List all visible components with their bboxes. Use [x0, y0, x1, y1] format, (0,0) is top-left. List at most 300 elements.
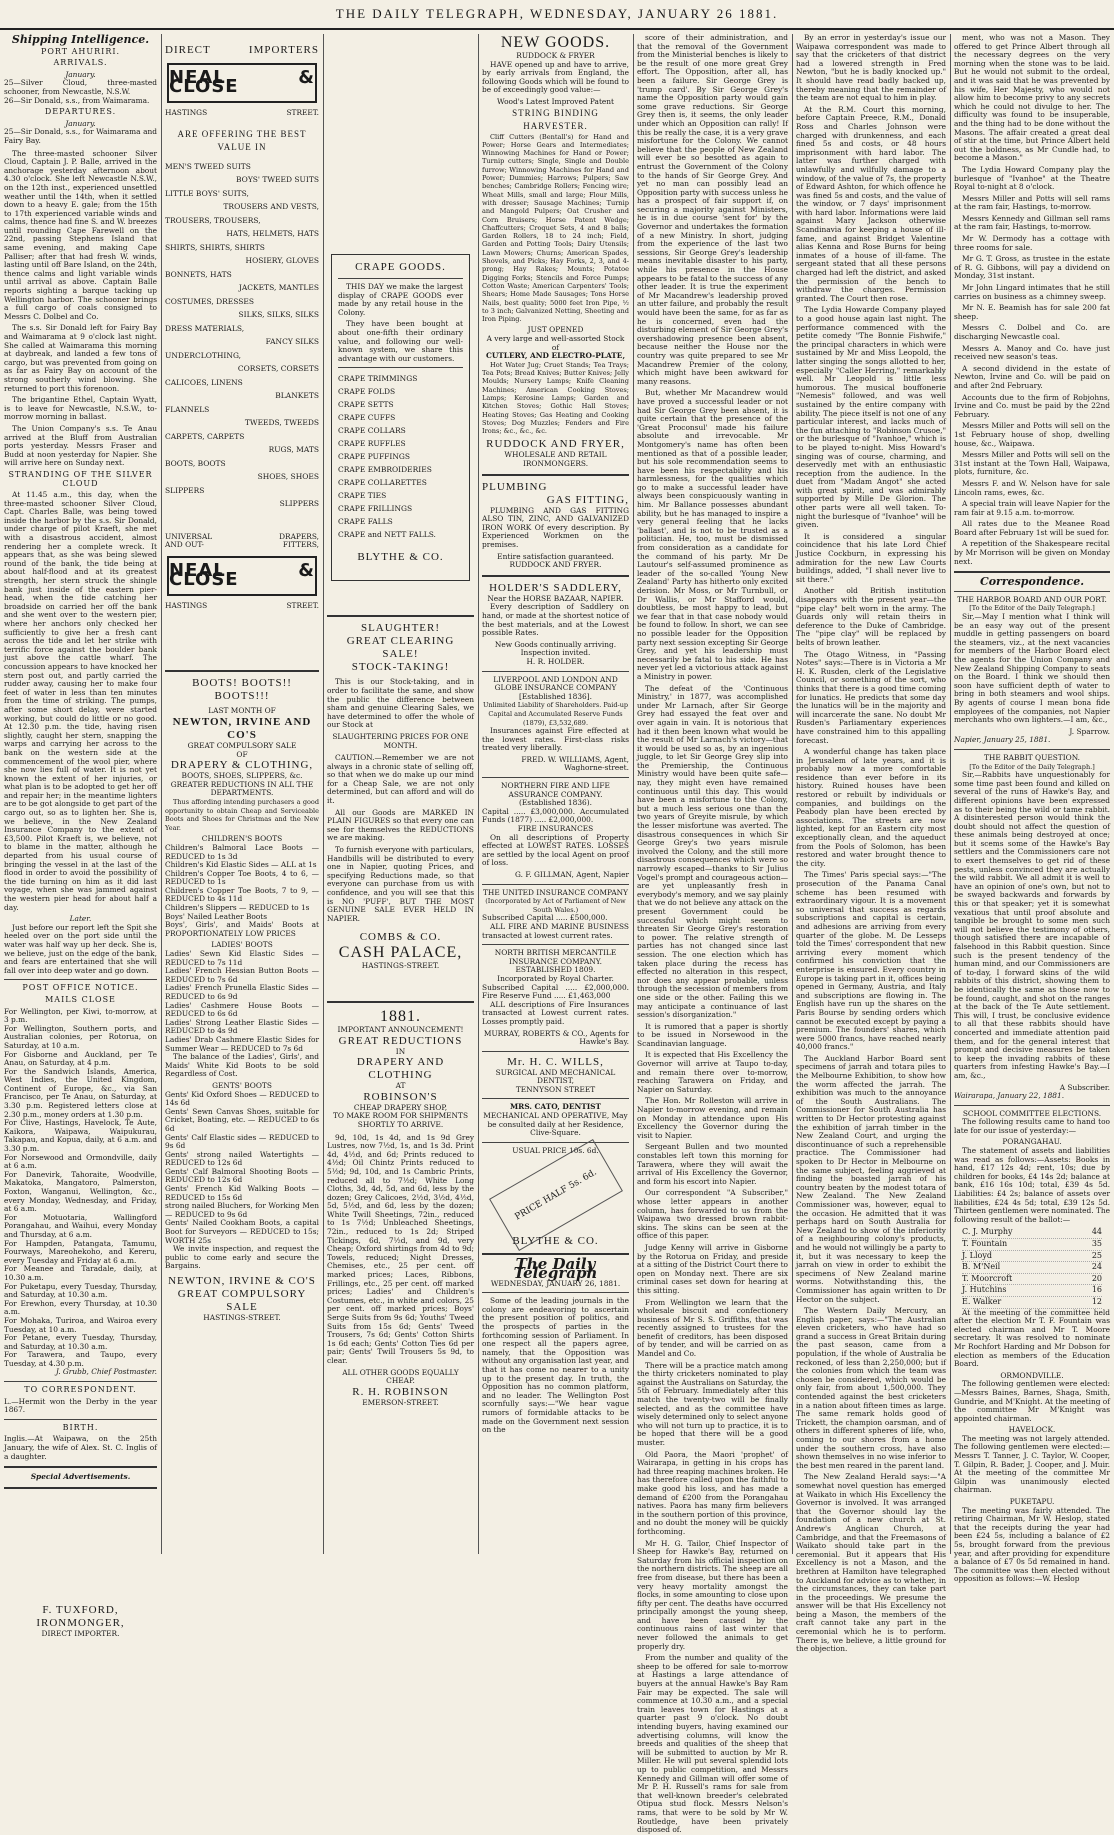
column-ruddock [478, 34, 633, 1554]
slaughter-prices: SLAUGHTERING PRICES FOR ONE MONTH. [332, 731, 469, 750]
tuxford-name: F. TUXFORD, [42, 1603, 119, 1616]
incorporated: (Incorporated by Act of Parliament of New South Wales.) [485, 897, 626, 914]
mail-line: For Norsewood and Ormondville, daily at 6 a.m. [4, 1152, 157, 1171]
poll-row [962, 1239, 1102, 1251]
mail-line: For the Sandwich Islands, America, West Indies, the United Kingdom, Continent of Europe, &c., via San Francisco, per Te Anau, on Saturday, at 3.30 p.m. Registered letters close at 2.30 p.m., money orders at 1.30 p.m. [4, 1066, 157, 1119]
crape-item: CRAPE SETTS [338, 400, 394, 410]
news-paragraph: Mr N. E. Beamish has for sale 200 fat sheep. [954, 303, 1110, 321]
wood-lathes: Wood's Latest Improved Patent [496, 96, 615, 106]
robinson-text: 9d, 10d, 1s 4d, and 1s 9d Grey Lustres, now 7½d, 1s, and 1s 3d. Print 4d, 4½d, and 6d; Prints reduced to 4½d; Oil Chintz Prints reduced to 5½d; 9d, 10d, and 1s Cambric Prints, reduced all to 7½d; White Long Cloths, 3d, 4d, 5d, and 6d, less by the dozen; Grey Calicoes, 2½d, 3½d, 4½d, 5d, 5½d, and 6d, less by the dozen; White Twill Sheetings, 72in., reduced to 1s 7½d; Unbleached Sheetings, 72in., reduced to 1s 2d; Striped Tickings, 6d, 7½d, and 9d, very Cheap; Oxford shirtings from 4d to 9d; Towels, reduced; Night Dresses, Chemises, etc., 25 per cent. off marked prices; Laces, Ribbons, Frillings, etc., 25 per cent. off marked prices; Ladies' and Children's Costumes, etc., in white and colors, 25 per cent. off marked prices; Boys' Serge Suits from 9s 6d; Youths' Tweed Suits from 15s 6d; Gents' Tweed Trousers, 7s 6d; Gents' Cotton Shirts 1s 6d each; Gents' Cotton Ties 6d per pair; Gents' Twill Trousers 5s 9d, to clear. [327, 1132, 474, 1365]
departures-month: January. [65, 118, 96, 128]
poll-name: C. J. Murphy [962, 1227, 1013, 1237]
cheap-drapery: CHEAP DRAPERY SHOP, [353, 1102, 448, 1112]
item-line: BLANKETS [275, 391, 319, 401]
slaughter-heading: SLAUGHTER! [360, 622, 441, 635]
price-line: Gents' French Kid Walking Boots — REDUCED to 15s 6d [165, 1184, 319, 1202]
neal-close-logo: NEAL & CLOSE [167, 63, 317, 103]
news-paragraph: At the R.M. Court this morning, before Captain Preece, R.M., Donald Ross and Charles Johnson were charged with drunkenness, and each fined 5s and costs, or 48 hours imprisonment with hard labor. The latter was further charged with unlawfully and wilfully damage to a window, of the value of 7s, the property of Edward Ashton, for which offence he was fined 5s and costs, and the value of the window, or 7 days' imprisonment with hard labor. Informations were laid against Mary Jackson otherwise Scandinavia for keeping a house of ill-fame, and against Bridget Valentine alias Kenna and Rose Burns for being inmates of a house of ill-fame. The sergeant stated that all these persons charged had left the district, and asked the permission of the bench to withdraw the charges. Permission granted. The Court then rose. [796, 104, 946, 303]
correspondent-heading: TO CORRESPONDENT. [24, 1385, 137, 1395]
hastings-label: HASTINGS [165, 600, 208, 610]
gas-fitting-heading: GAS FITTING, [546, 493, 629, 506]
blythe-2: BLYTHE & CO. [512, 1235, 599, 1248]
item-line: SLIPPERS [165, 485, 205, 495]
crape-item: CRAPE EMBROIDERIES [338, 465, 432, 475]
news-paragraph: The New Zealand Herald says:—"A somewhat novel question has emerged at Waikato in which His Excellency the Governor is involved. It was arranged that the Governor should lay the foundation of a new church at St. Andrew's Anglican Church, at Cambridge, and that the Freemasons of Waikato should take part in the ceremonial. But it appears that His Excellency is not a Mason, and the brethren at Hamilton have telegraphed to Auckland for advice as to whether, in the circumstances, they can take part in the proceedings. We presume the answer will be that His Excellency not being a Mason, the members of the craft cannot take any part in the ceremonial which he is to perform. There is, we believe, a little ground for the objection. [796, 1472, 946, 1654]
compulsory: GREAT COMPULSORY SALE [187, 740, 297, 750]
news-paragraph: Messrs C. Dolbel and Co. are discharging Newcastle coal. [954, 323, 1110, 341]
shipping-heading: Shipping Intelligence. [11, 33, 150, 46]
established-1836: [Established 1836]. [519, 691, 592, 701]
later-heading: Later. [69, 914, 92, 924]
fitters-label: FITTERS, [282, 540, 319, 550]
handbills-text: To furnish everyone with particulars, Handbills will be distributed to every one in Napier, quoting Prices, and specifying Reductions made, so that everyone can purchase from us with confidence, and you will see that this is NO 'PUFF', BUT THE MOST GENUINE SALE EVER HELD IN NAPIER. [327, 845, 474, 923]
street-label: STREET. [286, 600, 319, 610]
cato-text: MECHANICAL AND OPERATIVE, May be consulted daily at her Residence, Clive-Square. [483, 1111, 628, 1138]
mail-line: For Gisborne and Auckland, per Te Anau, on Saturday, at 4 p.m. [4, 1049, 157, 1068]
news-paragraph: Sergeant Bullen and two mounted constables left town this morning for Tarawera, where they will await the arrival of His Excellency the Governor, and form his escort into Napier. [637, 1142, 788, 1186]
poll-votes: 24 [1091, 1262, 1102, 1272]
price-line: Boys' Nailed Leather Boots [165, 911, 268, 921]
importers-label: IMPORTERS [248, 44, 319, 56]
news-paragraph: ment, who was not a Mason. They offered to get Prince Albert through all the necessary degrees on the very morning when the stone was to be laid. But he would not submit to the ordeal, and it was said that he was prevented by his wife, Her Majesty, who would not allow him to become privy to any secrets which he could not divulge to her. The difficulty was found to be insuperable, and the thing had to be done without the Masons. The affair created a great deal of stir at the time, but Prince Albert held out the boldness, as Mr Cundle had, to become a Mason." [954, 33, 1110, 163]
mail-line: For Clive, Hastings, Havelock, Te Aute, Kaikora, Waipawa, Waipukurau, Takapau, and Kopua, daily, at 6 a.m. and 3.30 p.m. [4, 1118, 157, 1154]
satisfaction: Entire satisfaction guaranteed. [497, 551, 614, 561]
mail-line: For Meanee and Taradale, daily, at 10.30 a.m. [4, 1264, 157, 1282]
porangahau-after: At the meeting of the committee held after the election Mr T. F. Fountain was elected chairman and Mr T. Moore secretary. It was resolved to nominate Mr Rochfort Harding and Mr Dobson for election as members of the Education Board. [954, 1307, 1110, 1369]
news-paragraph: From Wellington we learn that the wholesale biscuit and confectionery business of Mr S. S. Griffiths, that was recently assigned to trustees for the benefit of creditors, has been disposed of by tender, and will be carried on as Mandel and Co. [637, 1297, 788, 1359]
reductions: GREATER REDUCTIONS IN ALL THE DEPARTMENTS. [170, 779, 314, 798]
column-editorial [633, 33, 792, 1835]
item-line: FLANNELS [165, 404, 210, 414]
rabbit-heading: THE RABBIT QUESTION. [983, 752, 1081, 762]
great-reductions: GREAT REDUCTIONS [338, 1034, 463, 1047]
ormondville-text: The following gentlemen were elected:—Messrs Baines, Barnes, Shaga, Smith, Gundrie, and M'Knight. At the meeting of the committee Mr M'Knight was appointed chairman. [954, 1379, 1110, 1423]
mail-line: For Petane, every Tuesday, Thursday, and Saturday, at 10.30 a.m. [4, 1333, 157, 1351]
news-paragraph: Messrs Miller and Potts will sell rams at the ram fair, Hastings, to-morrow. [954, 193, 1110, 212]
tennyson: TENNYSON STREET [515, 1084, 596, 1094]
price-line: Ladies' Cashmere House Boots — REDUCED to 6s 6d [165, 1000, 319, 1019]
shipping-paragraph: The s.s. Sir Donald left for Fairy Bay and Waimarama at 9 o'clock last night. She called at Waimarama this morning at daybreak, and landed a few tons of cargo, but was prevented from going on as far as Fairy Bay on account of the strong southerly wind blowing. She returned to port this forenoon. [4, 323, 157, 393]
item-line: CORSETS, CORSETS [237, 364, 319, 374]
news-paragraph: Our correspondent "A Subscriber," whose letter appears in another column, has forwarded to us from the Waipawa two dressed brown rabbit-skins. The skins can be seen at the office of this paper. [637, 1188, 788, 1241]
street-label: STREET. [286, 108, 319, 117]
telegraph-date: WEDNESDAY, JANUARY 26, 1881. [490, 1278, 621, 1288]
ladies-boots: LADIES' BOOTS [211, 940, 273, 950]
stranding-text: At 11.45 a.m., this day, when the three-masted schooner Silver Cloud, Capt. Charles Balle, was being towed inside the harbor by the s.s. Sir Donald, under charge of pilot Kraeft, she met with a disastrous accident, almost rendering her a complete wreck. It appears that, as she was being slewed round of the bank, the tide being at about half-flood and at its greatest strength, her stern struck the shingle bank just inside of the eastern pier-head, when the tide catching her broadside on carried her off the bank and she went over to the western pier, where her anchors only checked her sufficiently to give her a fresh cant across the tide and let her strike with terrific force against the boulder bank just above the cattle wharf. The concussion appears to have knocked her stern post out, and partly carried the rudder away, causing her to make four feet of water in less than ten minutes from the time of striking. The pumps, after some short delay, were started working, but could do little or no good. At 12.30 p.m. the tide, having risen slightly, caught her stern, snapping the warps and carrying her across to the bank on the western side at the commencement of the wool pier, where she now lies full of water. It is not yet known the extent of her injuries, or what plan is to be adopted to get her off and repair her; in the meantime lighters are to be got alongside to get part of the cargo out, so as to lighten her. She is, we believe, in the New Zealand Insurance Company to the extent of £3,500. Pilot Kraeft is, we believe, not to blame in the matter, although he departed from his usual course of bringing the vessel in at the last of the flood in order to avoid the possibility of the tide turning on him as it did last voyage, when she was jammed against the western pier head for about half a day. [4, 490, 157, 912]
school-heading: SCHOOL COMMITTEE ELECTIONS. [962, 1108, 1102, 1118]
poll-name: E. Walker [962, 1296, 1002, 1306]
later-text: Just before our report left the Spit she heeled over on the port side until the water was half way up her deck. She is, we believe, just on the edge of the bank, and fears are entertained that she will fall over into deep water and go down. [4, 922, 157, 975]
news-paragraph: The Auckland Harbor Board sent specimens of jarrah and totara piles to the Melbourne Exhibition, to show how the worm affected the jarrah. The exhibition was much to the annoyance of the South Australians. The Commissioner for South Australia has written to Dr Hector protesting against the exhibition of jarrah timber in the New Zealand Court, and urging the discontinuance of such a reprehensible practice. The Commissioner had spoken to Dr Hector in Melbourne on the same subject, feeling aggrieved at finding the boasted jarrah of his country beaten by the modest totara of New Zealand. The New Zealand Commissioner was, however, equal to the occasion. He admitted that it was perhaps hard on South Australia for New Zealand to show of the inferiority of a neighbouring colony's products, and he would not willingly be a party to it, but it was necessary to keep the jarrah on view in order to exhibit the specimens of New Zealand marine worms. Notwithstanding this, the Commissioner has again written to Dr Hector on the subject. [796, 1053, 946, 1304]
crape-item: CRAPE RUFFLES [338, 439, 406, 449]
news-paragraph: Old Paora, the Maori 'prophet' of Wairarapa, in getting in his crops has had three reaping machines broken. He has therefore called upon the faithful to make good his loss, and has made a demand of £200 from the Porangahau natives. Paora has many firm believers in the southern portion of this province, and no doubt the money will be quickly forthcoming. [637, 1449, 788, 1536]
price-line: Children's Balmoral Lace Boots — REDUCED to 1s 3d [165, 842, 319, 861]
telegraph-title: The Daily Telegraph [513, 1255, 598, 1283]
neal-close-logo-2: NEAL & CLOSE [167, 556, 317, 596]
poll-results [954, 1227, 1110, 1308]
mail-line: For Mohaka, Turiroa, and Wairoa every Tuesday, at 10 a.m. [4, 1315, 157, 1334]
fire-marine: ALL FIRE AND MARINE BUSINESS transacted at lowest current rates. [482, 921, 629, 940]
news-paragraph: The Times' Paris special says:—"The prosecution of the Panama Canal scheme has been resumed with extraordinary vigour. It is a movement so universal that success as regards subscriptions and capital is certain, and adhesions are arriving from every quarter of the globe. M. De Lesseps told the Times' correspondent that new arriving every moment which confirmed his conviction that the enterprise is ensured. Every country in Europe is taking part in it, offices being opened in Germany, Austria, and Italy and subscriptions are flowing in. The English have run up the shares on the Paris Bourse by sending orders which cannot be executed except by paying a premium. The founders' shares, which were 5000 francs, have reached nearly 40,000 francs." [796, 870, 946, 1052]
poll-row [962, 1285, 1102, 1297]
price-line: Gents' Calf Elastic sides — REDUCED to 9s 6d [165, 1132, 319, 1151]
news-paragraph: The Lydia Howarde Company played to a good house again last night. The performance commenced with the petite comedy "The Bonnie Fishwife," the principal characters in which were sustained by Mr and Miss Leopold, the latter singing the songs allotted to her, especially "Caller Herring," remarkably well. Mr Leopold is little less humorous. The musical bouffonerie "Nemesis" followed, and was well sustained by the entire company with ability. The piece itself is not one of any particular interest, and lacks much of the fun attaching to "Robinson Crusoe," or the burlesque of "Ivanhoe," which is to be played to-night. Miss Howard's singing was of course, charming, and deservedly met with an enthusiastic reception from the audience. In the duet from "Madam Angot" she acted with great spirit, and was admirably supported by Mille De Glorion. The other parts were all well taken. To-night the burlesque of "Ivanhoe" will be given. [796, 305, 946, 530]
news-paragraph: Messrs A. Manoy and Co. have just received new season's teas. [954, 343, 1110, 362]
clearing-heading: GREAT CLEARING SALE! [346, 635, 455, 661]
harvester-heading: STRING BINDING HARVESTER. [512, 107, 599, 131]
fire-insurances: FIRE INSURANCES [517, 824, 594, 834]
hastings-street-3: HASTINGS-STREET. [361, 961, 440, 971]
cutlery-list: Hot Water Jug; Cruet Stands; Tea Trays; Tea Pots; Bread Knives; Butter Knives; Jelly Moulds; Nursery Lamps; Knife Cleaning Machines; American Cooking Stoves; Lamps; Kerosine Lamps; Garden and Kitchen Stoves; Gothic Hall Stoves; Heating Stoves; Gas Heating and Cooking Stoves; Dog Muzzles; Fenders and Fire Irons; &c., &c., &c. [482, 360, 629, 436]
item-line: HOSIERY, GLOVES [245, 256, 319, 266]
correspondent-text: L.—Hermit won the Derby in the year 1867. [4, 1396, 157, 1415]
fire-text: On all descriptions of Property effected at LOWEST RATES. LOSSES are settled by the local Agent on proof of loss. [482, 832, 629, 868]
puketapu-heading: PUKETAPU. [1009, 1497, 1055, 1507]
established-1809: ESTABLISHED 1809. [515, 965, 596, 975]
birth-heading: BIRTH. [62, 1422, 99, 1432]
news-paragraph: It is expected that His Excellency the Governor will arrive at Taupo to-day, and remain there over to-morrow, reaching Tarawera on Friday, and Napier on Saturday. [637, 1050, 788, 1094]
plumbing-heading: PLUMBING [482, 480, 548, 493]
editorial-text: Some of the leading journals in the colony are endeavoring to ascertain the present position of politics, and the prospects of parties in the forthcoming session of Parliament. In one respect all the papers agree, namely, that the Opposition was without any organisation last year, and that it has come no nearer to a unity up to the present day. In truth, the Opposition has no common platform, and no leader. The Wellington Post scornfully says:—"We hear vague rumors of formidable attacks to be made on the Government next session on the [482, 1296, 629, 1435]
at-label: AT [395, 1081, 406, 1091]
item-line: SHOES, SHOES [257, 472, 319, 482]
column-crape [323, 34, 478, 1554]
poll-votes: 20 [1091, 1273, 1102, 1283]
unlimited-text: Unlimited Liability of Shareholders. Paid-up Capital and Accumulated Reserve Funds (1879), £3,532,689. [482, 701, 629, 727]
arrivals-month: January. [65, 69, 96, 79]
crape-text: They have been bought at about one-fifth their ordinary value, and following our well-known system, we share this advantage with our customers. [338, 319, 463, 363]
news-paragraph: Another old British institution disappears with the present year—the "pipe clay" belt worn in the army. The Guards only will retain theirs in deference to the Duke of Cambridge. The "pipe clay" will be replaced by belts of brown leather. [796, 586, 946, 647]
tuxford-trade: IRONMONGER, [36, 1616, 125, 1629]
to-make-room: TO MAKE ROOM FOR SHIPMENTS SHORTLY TO ARRIVE. [332, 1111, 469, 1129]
outfitters-label: AND OUT- [165, 540, 204, 550]
universal-label: UNIVERSAL [165, 531, 213, 541]
news-paragraph: There will be a practice match among the thirty cricketers nominated to play against the Australians on Saturday, the 5th of February. Immediately after this match the twenty-two will be finally selected, and as the committee have wisely determined only to select anyone who will not turn up to practice, it is to be hoped that there will be a good muster. [637, 1360, 788, 1447]
harbor-text: Sir,—May I mention what I think will be an easy way out of the present muddle in getting passengers on board the steamers, viz., at the next vacancies for members of the Harbor Board elect the agents for the Union Company and New Zealand Shipping Company to seats on the Board. I think we should then soon have sufficient depth of water to bring in both steamers and wool ships. By agents of course I mean bona fide employees of the companies, not Napier merchants who own lighters.—I am, &c., [954, 612, 1110, 725]
mail-line: For Danevirk, Tahoraite, Woodville, Makatoka, Mangatoro, Palmerston, Foxton, Wanganui, Wellington, &c., every Monday, Wednesday, and Friday, at 6 a.m. [4, 1169, 157, 1214]
tuxford-sub: DIRECT IMPORTER. [41, 1628, 120, 1638]
item-line: CARPETS, CARPETS [165, 431, 245, 441]
news-paragraph: Messrs Miller and Potts will sell on the 1st February house of shop, dwelling house, &c., Waipawa. [954, 421, 1110, 448]
harbor-date: Napier, January 25, 1881. [954, 735, 1051, 745]
crape-item: CRAPE TRIMMINGS [338, 374, 418, 384]
news-paragraph: Messrs Miller and Potts will sell on the 31st instant at the Town Hall, Waipawa, plots, furniture, &c. [954, 450, 1110, 477]
reductions-text: Thus affording intending purchasers a good opportunity to obtain Cheap and Serviceable Boots and Shoes for Christmas and the New Year. [165, 797, 319, 832]
porangahau-text: The statement of assets and liabilities was read as follows:—Assets: Books in hand, £17 12s 4d; rent, 10s; due by children for books, £4 14s 2d; balance at bank, £16 16s 10d; total, £39 4s 5d. Liabilities: £4 2s; balance of assets over liabilities, £24 4s 5d; total, £39 12s 5d. Thirteen gentlemen were nominated. The following result of the ballot:— [954, 1146, 1111, 1224]
column-shipping [0, 33, 161, 1638]
item-line: SILKS, SILKS, SILKS [238, 310, 319, 320]
goods-list: Cliff Cutters (Bentall's) for Hand and Power; Horse Gears and Intermediates; Winnowing Machines for Hand or Power; Turnip cutters; Single, Single and Double furrow; Winnowing Machines for Hand and Power; Dummies; Harrows; Pulpers; Saw benches; Cambridge Rollers; Fencing wire; Wheat Mills, small and large; Flour Mills, with dresser; Sausage Machines; Turnip and Mangold Pulpers; Oat Crusher and Corn Bruisers; Horse Patent Wedge; Chaffcutters; Croquet Sets, 4 and 8 balls; Garden Rollers, 18 to 24 inch; Field, Garden and Potting Tools; Dairy Utensils; Lawn Mowers; Churns; American Spades, Shovels, and Picks; Hay Forks, 2, 3, and 4-prong; Hay Rakes; Mounts; Potatoe Digging Forks; Stencils and Force Pumps; Cotton Waste; American Carpenters' Tools; Shears; Home Made Sausages; Tons Horse Nails, best quality; 5000 feet Iron Pipe, ½ to 3 inch; Galvanized Netting, Sheeting and Iron Piping. [482, 132, 629, 324]
insurance-text: Insurances against Fire effected at the lowest rates. First-class risks treated very liberally. [482, 726, 629, 753]
harbor-heading: THE HARBOR BOARD AND OUR PORT. [957, 594, 1107, 604]
wills-trade: SURGICAL AND MECHANICAL DENTIST, [495, 1067, 616, 1086]
combs-label: COMBS & CO. [359, 931, 442, 944]
cato-heading: MRS. CATO, DENTIST [510, 1102, 601, 1112]
news-paragraph: Mr John Lingard intimates that he still carries on business as a chimney sweep. [954, 283, 1110, 301]
poll-name: B. M'Neil [962, 1262, 1001, 1272]
shipping-paragraph: The three-masted schooner Silver Cloud, Captain J. P. Balle, arrived in the anchorage yesterday afternoon about 4.30 o'clock. She left Newcastle N.S.W., on the 12th inst., experienced unsettled weather until the 14th, when it settled down to a heavy E. gale; from the 15th to 17th experienced variable winds and calms, thence had fine S. and W. breezes until rounding Cape Farewell on the 22nd, passing Stephens Island that same evening, and making Cape Palliser; after that had fresh W. winds, lasting until off Bare Island, on the 24th, thence calms and light variable winds until arrival as above. Captain Balle reports sighting a barque tacking up Wellington harbor. The schooner brings a full cargo of coals consigned to Messrs C. Dolbel and Co. [4, 148, 157, 321]
poll-name: J. Lloyd [962, 1250, 992, 1260]
blythe-label: BLYTHE & CO. [357, 551, 444, 564]
ruddock-2: RUDDOCK AND FRYER, [486, 438, 625, 451]
item-line: BONNETS, HATS [165, 269, 232, 279]
news-paragraph: It is considered a singular coincidence that his late Lord Chief Justice Cockburn, in expressing his admiration for the new Law Courts buildings, added, "I shall never live to sit there." [796, 531, 946, 584]
nb-text: ALL descriptions of Fire Insurances transacted at Lowest current rates. Losses promptly paid. [482, 999, 629, 1026]
crape-item: CRAPE and NETT FALLS. [338, 530, 436, 540]
porangahau-heading: PORANGAHAU. [1002, 1137, 1062, 1147]
school-text: The following results came to hand too late for our issue of yesterday:— [954, 1117, 1110, 1135]
northern-heading: NORTHERN FIRE AND LIFE ASSURANCE COMPANY. [501, 781, 610, 799]
news-paragraph: The Western Daily Mercury, an English paper, says:—"The Australian eleven cricketers, who have had so grand a success in Great Britain during the past season, came from a population, if the whole of Australia be reckoned, of less than 2,250,000; but if the colonies from which the team was chosen be considered, which would be only fair, from about 1,500,000. They contended against the best cricketers in a nation about fifteen times as large. The same remark holds good of Trickett, the champion oarsman, and of others in different spheres of life, who, coming to our shores from a home under the southern cross, have also shown themselves in no wise inferior to the best men reared in the parent land. [796, 1306, 946, 1470]
item-line: JACKETS, MANTLES [238, 283, 319, 293]
poll-votes: 35 [1091, 1239, 1102, 1248]
news-paragraph: Accounts due to the firm of Robjohns, Irvine and Co. must be paid by the 22nd February. [954, 392, 1110, 419]
news-paragraph: Judge Kenny will arrive in Gisborne by the Rotorua on Friday, and preside at a sitting of the District Court there to open on Monday next. There are six criminal cases set down for hearing at this sitting. [637, 1242, 788, 1295]
news-paragraph: By an error in yesterday's issue our Waipawa correspondent was made to say that the cricketers of that district had a lowered strength in Fred Newton, "but he is badly knocked up." It should have read badly backed up, thereby meaning that the remainder of the team are not equal to him in play. [796, 33, 946, 103]
price-line: Gents' Nailed Cookham Boots, a capital Boot for Surveyors — REDUCED to 15s; WORTH 25s [165, 1218, 319, 1245]
royal-charter: Incorporated by Royal Charter. [497, 973, 614, 983]
price-line: Ladies' French Prunella Elastic Sides — REDUCED to 6s 9d [165, 983, 319, 1001]
poll-row [962, 1297, 1102, 1309]
news-paragraph: A wonderful change has taken place in Jerusalem of late years, and it is probably now a more comfortable residence than ever before in its history. Ruined houses have been restored or rebuilt by individuals or companies, and buildings on the Peabody plan have been erected by associations. The streets are now lighted, kept for an Eastern city most exceptionally clean, and the aqueduct from the Pools of Solomon, has been restored and water brought thence to the city. [796, 747, 946, 868]
price-line: Ladies' Strong Leather Elastic Sides — REDUCED to 4s 9d [165, 1017, 319, 1036]
price-line: Children's Copper Toe Boots, 4 to 6, — REDUCED to 1s [165, 868, 319, 887]
masthead [0, 0, 1114, 30]
mails-close-heading: MAILS CLOSE [45, 994, 116, 1004]
fred-williams: FRED. W. WILLIAMS, Agent, Waghorne-street. [521, 754, 629, 773]
news-paragraph: It is rumored that a paper is shortly to be issued in Norsewood in the Scandinavian language. [637, 1021, 788, 1048]
poll-row [962, 1251, 1102, 1263]
marked-text: All our Goods are MARKED IN PLAIN FIGURES so that every one can see for themselves the REDUCTIONS we are making. [327, 807, 474, 843]
news-paragraph: A repetition of the Shakespeare recital by Mr Morrison will be given on Monday next. [954, 539, 1110, 566]
news-paragraph: The Otago Witness, in "Passing Notes" says:—There is in Victoria a Mr H. K. Rusden, clerk of the Legislative Council, or something of the sort, who thinks that there is a good time coming for lunatics. He predicts that some day the lunatics will be in the majority and will incarcerate the sane. No doubt Mr Rusden's Parliamentary experiences have constrained him to this appalling forecast. [796, 649, 946, 745]
price-line: Gents' Sewn Canvas Shoes, suitable for Cricket, Boating, etc. — REDUCED to 6s 6d [165, 1106, 319, 1133]
offering-heading: ARE OFFERING THE BEST VALUE IN [177, 128, 307, 152]
children-boots: CHILDREN'S BOOTS [201, 834, 283, 844]
port-heading: PORT AHURIRI. [40, 46, 121, 56]
slaughter-text: This is our Stock-taking, and in order to facilitate the same, and show the public the difference between sham and genuine Clearing Sales, we have determined to offer the whole of our Stock at [327, 677, 474, 730]
price-stamp: PRICE HALF 5s. 6d. [489, 1139, 623, 1251]
poll-name: T. Moorcroft [962, 1273, 1013, 1283]
correspondence-heading: Correspondence. [979, 575, 1085, 589]
news-paragraph: Mr W. Dermody has a cottage with three rooms for sale. [954, 234, 1110, 252]
poll-votes: 25 [1091, 1250, 1102, 1260]
item-line: TROUSERS, TROUSERS, [165, 215, 261, 225]
shipping-paragraph: The brigantine Ethel, Captain Wyatt, is to leave for Newcastle, N.S.W., to-morrow morning in ballast. [4, 395, 157, 422]
cutlery-intro: A very large and well-assorted Stock of [486, 333, 625, 352]
ruddock-intro: HAVE opened up and have to arrive, by early arrivals from England, the following Goods which will be found to be of exceedingly good value:— [482, 59, 629, 95]
news-paragraph: A second dividend in the estate of Newton, Irvine and Co. will be paid on and after 2nd February. [954, 363, 1110, 390]
post-office-heading: POST OFFICE NOTICE. [22, 983, 139, 993]
rabbit-signature: A Subscriber. [1059, 1082, 1110, 1092]
price-line: Ladies' Drab Cashmere Elastic Sides for Summer Wear — REDUCED to 7s 6d [165, 1034, 319, 1053]
price-line: Boys', Girls', and Maids' Boots at PROPORTIONATELY LOW PRICES [165, 920, 319, 938]
news-paragraph: Mr G. T. Gross, as trustee in the estate of R. G. Gibbons, will pay a dividend on Monday, 31st instant. [954, 254, 1110, 281]
puketapu-text: The meeting was fairly attended. The retiring Chairman, Mr W. Heslop, stated that the receipts during the year had been £24 5s, including a balance of £2 5s, brought forward from the previous year, and after providing for expenditure a balance of £7 0s 5d remained in hand. The committee was then elected without opposition as follows:—W. Heslop [954, 1505, 1110, 1584]
news-paragraph: The Lydia Howard Company play the burlesque of "Ivanhoe" at the Theatre Royal to-night at 8 o'clock. [954, 164, 1110, 192]
just-opened: JUST OPENED [527, 325, 584, 335]
newton-sale: NEWTON, IRVINE AND CO'S [172, 715, 312, 741]
mail-line: For Tarawera, and Taupo, every Tuesday, at 4.30 p.m. [4, 1350, 157, 1368]
boots-shoes: BOOTS, SHOES, SLIPPERS, &c. [181, 771, 303, 781]
news-paragraph: From the number and quality of the sheep to be offered for sale to-morrow at Hastings a large attendance of buyers at the annual Hawke's Bay Ram Fair may be expected. The sale will commence at 10.30 a.m., and a special train leaves town for Hastings at a quarter past 9 o'clock. No doubt intending buyers, having examined our advertising columns, will know the breeds and qualities of the sheep that will be submitted to auction by Mr R. Miller. He will put several splendid lots up to public competition, and Messrs Kennedy and Gillman will offer some of Mr P. H. Russell's rams for sale from that well-known breeder's celebrated Otipua stud flock. Messrs Nelson's rams, that were to be sold by Mr W. Routledge, have been privately disposed of. [637, 1653, 788, 1835]
caution-text: CAUTION.—Remember we are not always in a chronic state of selling off, so that when we do make up our mind for a Cheap Sale, we are not only determined, but can afford and will do it. [327, 753, 474, 806]
poll-votes: 16 [1091, 1285, 1102, 1295]
price-line: Gents' Kid Oxford Shoes — REDUCED to 14s 6d [165, 1089, 319, 1108]
item-line: UNDERCLOTHING, [165, 350, 242, 360]
year-heading: 1881. [380, 1007, 421, 1025]
price-line: Gents' strong nailed Watertights — REDUCED to 12s 6d [165, 1149, 319, 1168]
wholesale-label: WHOLESALE AND RETAIL [504, 450, 607, 460]
hastings-label: HASTINGS [165, 108, 208, 117]
holder-name: H. R. HOLDER. [526, 656, 585, 666]
rabbit-date: Wairarapa, January 22, 1881. [954, 1091, 1065, 1101]
drapery-heading: DRAPERY & CLOTHING, [170, 759, 314, 772]
invite-text: We invite inspection, and request the public to come early and secure the Bargains. [165, 1244, 319, 1271]
poll-row [962, 1262, 1102, 1274]
item-line: SHIRTS, SHIRTS, SHIRTS [165, 242, 265, 252]
rabbit-address: [To the Editor of the Daily Telegraph.] [969, 762, 1095, 771]
price-line: Children's Kid Elastic Sides — ALL at 1s [165, 860, 317, 870]
robinson-heading: ROBINSON'S [363, 1090, 438, 1103]
crape-item: CRAPE CUFFS [338, 413, 396, 423]
in-label: IN [395, 1046, 406, 1056]
drapery-clothing: DRAPERY AND CLOTHING [356, 1056, 445, 1082]
stocktaking-heading: STOCK-TAKING! [351, 661, 450, 674]
news-paragraph: Messrs F. and W. Nelson have for sale Lincoln rams, ewes, &c. [954, 478, 1110, 497]
gillman: G. F. GILLMAN, Agent, Napier [515, 870, 629, 879]
stranding-heading: STRANDING OF THE SILVER CLOUD [8, 469, 153, 488]
subscribed: Subscribed Capital ..... £500,000. [482, 913, 608, 923]
departures-heading: DEPARTURES. [44, 107, 117, 117]
new-goods-heading: NEW GOODS. [500, 34, 611, 51]
murray: MURRAY, ROBERTS & CO., Agents for Hawke's Bay. [483, 1028, 629, 1047]
item-line: HATS, HELMETS, HATS [226, 229, 319, 239]
poll-votes: 12 [1091, 1296, 1102, 1306]
column-correspondence [950, 33, 1114, 1584]
news-paragraph: All rates due to the Meanee Road Board after February 1st will be sued for. [954, 519, 1110, 537]
newton-bottom: NEWTON, IRVINE & CO'S [168, 1275, 316, 1287]
editorial-paragraph: The defeat of the 'Continuous Ministry,' in 1877, was accomplished under Mr Larnach, after Sir George Grey had essayed the feat over and over again in vain. It is notorious that had it then been known what would be the result of Mr Larnach's victory—that it would be used so as, by an ingenious juggle, to let Sir George Grey slip into the Premiership, the Continuous Ministry would have been quite safe—nay, they might even have remained continuous until this day. This would have been a misfortune to the Colony, but a much less serious one than the two years of Greyite misrule, by which the lesser misfortune was averted. The disastrous consequences in which Sir George Grey's two years misrule involved the Colony, and the still more disastrous consequences which were so narrowly escaped—thanks to Sir Julius Vogel's prompt and courageous action—are yet unpleasantly fresh in everybody's memory, and we say plainly that we do not believe any attack on the present Government could be successful which might seem to threaten Sir George Grey's restoration to power. The relative strength of parties has not changed since last session. The one election which has taken place during the recess has effected no alteration in this respect, nor does any appear probable, unless through the secession of members from one side or the other. Failing this we may anticipate a continuance of last session's disorganization." [637, 683, 788, 1020]
mail-line: For Hampden, Patangata, Tamumu, Fourways, Mareohekoho, and Kereru, every Tuesday and Friday at 6 a.m. [4, 1238, 157, 1265]
arrivals-heading: ARRIVALS. [53, 58, 108, 68]
holder-new: New Goods continually arriving. Inspection invited. [494, 639, 617, 658]
news-paragraph: Mr H. G. Tailor, Chief Inspector of Sheep for Hawke's Bay, returned on Saturday from his official inspection on the northern districts. The sheep are all free from disease, but there has been a very heavy mortality amongst the flocks, in some amounting to close upon fifty per cent. The deaths have occurred principally amongst the young sheep, and have been caused by the continuous rains of last winter that never followed the animals to get properly dry. [637, 1538, 788, 1651]
rh-robinson: R. H. ROBINSON [352, 1385, 449, 1398]
mail-line: For Puketapu, every Tuesday, Thursday, and Saturday, at 10.30 a.m. [4, 1281, 157, 1300]
price-line: Children's Copper Toe Boots, 7 to 9, — REDUCED to 4s 11d [165, 885, 319, 904]
harbor-signature: J. Sparrow. [1069, 726, 1110, 736]
price-line: Children's Slippers — REDUCED to 1s [165, 903, 310, 913]
postmaster-signature: J. Grubb, Chief Postmaster. [55, 1367, 157, 1377]
ormondville-heading: ORMONDVILLE. [1000, 1370, 1064, 1380]
editorial-paragraph: score of their administration, and that the removal of the Government from the Ministerial benches is likely to be the result of one more great Grey effort. The Opposition, after all, has been a failure. Sir George Grey is 'trump card'. By Sir George Grey's name the Opposition party would gain some grave reductions. Sir George Grey then is, it seems, the only leader under which an Opposition can rally! If this be really the case, it is a very grave misfortune for the Colony. We cannot believe that the people of New Zealand will ever be so besotted as again to entrust the Government of the Colony to the hands of Sir George Grey. And yet no man can possibly lead an Opposition party with success unless he has a prospect of fair support if, on securing a majority against Ministers, he is in due course 'sent for' by the Governor and undertakes the formation of a new Ministry. In short, judging from the experience of the last two sessions, Sir George Grey's leadership means inevitable disaster to his party, while his presence in the House appears to be fatal to the success of any other leader. It is true the experiment of Mr Macandrew's leadership proved an utter failure, and probably the result would have been the same, for as far as he is concerned, even had the disturbing element of Sir George Grey's overshadowing presence been absent, because neither the House nor the country was quite prepared to see Mr Macandrew Premier of the colony, which might have been awkward for many reasons. [637, 33, 789, 386]
item-line: MEN'S TWEED SUITS [165, 161, 251, 171]
news-paragraph: Messrs Kennedy and Gillman sell rams at the ram fair, Hastings, to-morrow. [954, 213, 1110, 232]
crape-item: CRAPE FOLDS [338, 387, 396, 397]
crape-item: CRAPE FRILLINGS [338, 504, 413, 514]
liverpool-heading: LIVERPOOL AND LONDON AND GLOBE INSURANCE COMPANY [493, 674, 618, 693]
editorial-paragraph: But, whether Mr Macandrew would have proved a successful leader or not had Sir George Grey been absent, it is quite certain that the presence of the 'Great Proconsul' made his failure absolute and irrevocable. Mr Montgomery's name has often been mentioned as that of a possible leader, but his sole recommendation seems to have been his respectability and his harmlessness, for the qualities which go to make a successful leader have always been conspicuously wanting in him. Mr Ballance possesses abundant ability, but he has managed to inspire a very general feeling that he lacks 'ballast', and is not to be trusted as a politician. He, too, must be dismissed from consideration as a candidate for the command of his party. Mr De Lautour's self-assumed prominence as leader of the so-called 'Young New Zealand' Party has hitherto only excited derision. Mr Moss, or Mr Turnbull, or Dr Wallis, or Mr Stafford would, doubtless, be most happy to lead, but we fear that in that case nobody would be found to follow. In short, we can see no possible leader for the Opposition party next session excepting Sir George Grey, and yet his leadership must necessarily be fatal to his side. He has never yet led a victorious attack against a Ministry in power. [637, 388, 788, 681]
arrival-line: 25—Silver Cloud, three-masted schooner, from Newcastle, N.S.W. [4, 78, 157, 96]
item-line: LITTLE BOYS' SUITS, [165, 188, 249, 198]
crape-intro: THIS DAY we make the largest display of CRAPE GOODS ever made by any retail house in the Colony. [338, 282, 463, 317]
of-label: OF [236, 749, 248, 759]
hastings-street: HASTINGS-STREET. [203, 1313, 281, 1322]
poll-name: T. Fountain [962, 1239, 1008, 1248]
news-paragraph: A special train will leave Napier for the ram fair at 9.15 a.m. to-morrow. [954, 499, 1110, 517]
equally-cheap: ALL OTHER GOODS EQUALLY CHEAP. [342, 1367, 459, 1386]
poll-row [962, 1227, 1102, 1239]
item-line: DRESS MATERIALS, [165, 323, 245, 333]
plumbing-text: PLUMBING AND GAS FITTING ALSO TIN, ZINC, AND GALVANIZED IRON WORK Of every description. By Experienced Workmen on the premises. [482, 505, 629, 549]
drapers-label: DRAPERS, [279, 531, 319, 541]
rabbit-text: Sir,—Rabbits have unquestionably for some time past been found and killed on several of the runs of Hawke's Bay, and different opinions have been expressed as to their being the wild or tame rabbit. A disinterested person would think the doubt should not affect the question of these animals being destroyed at once; but it scems some of the Hawke's Bay settlers and the Commissioners care not to exert themselves to get rid of these pests, unless convinced they are actually the wild rabbit. We all admit it is well to have an opinion of one's own, but not to be swayed backwards and forwards by this or that speaker; yet it is somewhat vexatious that until proof absolute and tangible be brought to some men such will not believe the testimony of others, though satisfied there are incapable of falsehood in this Rabbit question. Since such is the present tendency of the human mind, and our Commissioners are of to-day, I forward skins of the wild rabbits of this district, showing them to be identically the same as those now to be found, caught, and shot on the ranges at the back of the Te Aute settlement. This will, I trust, be conclusive evidence to all that these rabbits should have concerted and immediate attention paid them, and for the general interest that prompt and decisive measures be taken to keep the invading rabbits of these quarters from infesting Hawke's Bay.—I am, &c., [954, 770, 1110, 1080]
column-news [792, 33, 950, 1654]
havelock-text: The meeting was not largely attended. The following gentlemen were elected:—Messrs T. Tanner, J. C. Taylor, W. Cooper, T. Gilpin, R. Bader, J. Cooper, and J. Muir. At the meeting of the committee Mr Gilpin was unanimously elected chairman. [954, 1433, 1110, 1495]
holder-text: Every description of Saddlery on hand, or made at the shortest notice of the best materials, and at the Lowest possible Rates. [482, 602, 629, 638]
nb-capital: Subscribed Capital ..... £2,000,000. Fire Reserve Fund ..... £1,463,000 [482, 982, 629, 1001]
masthead-title: THE DAILY TELEGRAPH, WEDNESDAY, JANUARY 26 1881. [335, 6, 779, 21]
ladies-note: The balance of the Ladies', Girls', and Maids' White Kid Boots to be sold Regardless of Cost. [165, 1052, 319, 1079]
ruddock-heading: RUDDOCK & FRYER [516, 51, 595, 60]
emerson-street: EMERSON-STREET. [362, 1397, 439, 1407]
price-line: Ladies' French Hessian Button Boots — REDUCED to 7s 6d [165, 966, 319, 984]
price-line: Ladies' Sewn Kid Elastic Sides — REDUCED to 7s 11d [165, 949, 319, 967]
boots-header: BOOTS! BOOTS!! BOOTS!!! [192, 677, 292, 703]
crape-item: CRAPE TIES [338, 491, 387, 501]
mail-line: For Motuotaria, Wallingford Porangahau, and Waihui, every Monday and Thursday, at 6 a.m. [4, 1212, 157, 1239]
poll-row [962, 1274, 1102, 1286]
departure-line: 25—Sir Donald, s.s., for Waimarama and Fairy Bay. [4, 127, 157, 145]
crape-item: CRAPE FALLS [338, 517, 393, 527]
great-sale: GREAT COMPULSORY SALE [177, 1288, 307, 1313]
crape-title: CRAPE GOODS. [355, 261, 446, 273]
mail-line: For Wellington, per Kiwi, to-morrow, at 3 p.m. [4, 1006, 157, 1025]
mail-line: For Erewhon, every Thursday, at 10.30 a.m. [4, 1298, 157, 1317]
item-line: FANCY SILKS [265, 337, 319, 347]
item-line: RUGS, MATS [268, 445, 319, 455]
holder-address: Near the HORSE BAZAAR, NAPIER. [487, 593, 624, 603]
birth-text: Inglis.—At Waipawa, on the 25th January, the wife of Alex. St. C. Inglis of a daughter. [4, 1434, 157, 1461]
item-line: BOYS' TWEED SUITS [236, 175, 319, 185]
crape-item: CRAPE PUFFINGS [338, 452, 411, 462]
item-line: TROUSERS AND VESTS, [223, 202, 319, 212]
price-line: Gents' Calf Balmoral Shooting Boots — REDUCED to 12s 6d [165, 1166, 319, 1185]
cutlery-heading: CUTLERY, AND ELECTRO-PLATE, [485, 351, 626, 361]
holder-heading: HOLDER'S SADDLERY, [489, 581, 622, 594]
item-line: CALICOES, LINENS [165, 377, 243, 387]
united-heading: THE UNITED INSURANCE COMPANY [482, 887, 629, 897]
wills-heading: Mr. H. C. WILLS, [507, 1055, 604, 1068]
item-line: SLIPPERS [279, 499, 319, 509]
gents-boots: GENTS' BOOTS [212, 1080, 272, 1090]
important-heading: IMPORTANT ANNOUNCEMENT! [337, 1024, 464, 1034]
crape-item: CRAPE COLLARS [338, 426, 406, 436]
north-british: NORTH BRITISH MERCANTILE INSURANCE COMPANY. [494, 948, 617, 966]
column-neal-close [161, 34, 323, 1554]
direct-label: DIRECT [165, 44, 211, 56]
ruddock-3: RUDDOCK AND FRYER. [509, 560, 602, 570]
cash-palace: CASH PALACE, [338, 944, 463, 962]
capital-text: Capital ..... £3,000,000. Accumulated Funds (1877) ..... £2,000,000. [482, 806, 629, 825]
item-line: TWEEDS, TWEEDS [244, 418, 319, 428]
last-month: LAST MONTH OF [208, 706, 276, 716]
established-1836b: (Established 1836). [519, 798, 592, 808]
poll-name: J. Hutchins [962, 1285, 1007, 1295]
mail-line: For Wellington, Southern ports, and Australian colonies, per Rotorua, on Saturday, at 10 a.m. [4, 1023, 157, 1050]
poll-votes: 44 [1091, 1227, 1102, 1237]
